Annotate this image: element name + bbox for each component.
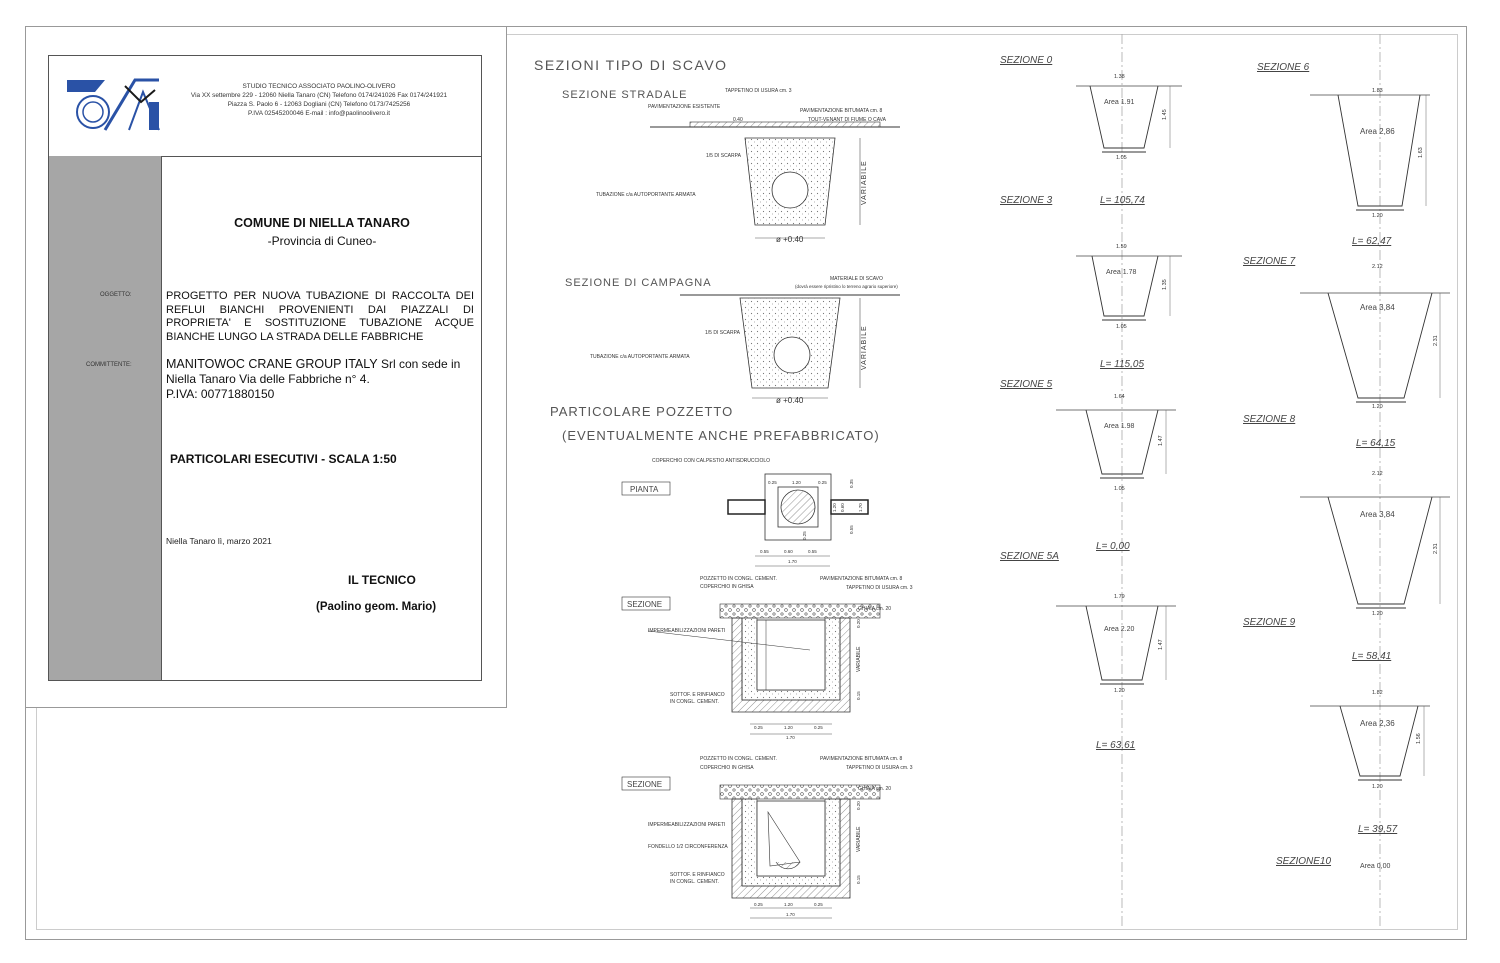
sez-right-8-height: 2.31 — [1433, 543, 1439, 554]
sez-mid-5-top: 1.64 — [1114, 394, 1125, 400]
sez2-tappetino: TAPPETINO DI USURA cm. 3 — [846, 765, 913, 771]
sez2-sottof-1: SOTTOF. E RINFIANCO — [670, 872, 725, 878]
sez-right-6-area: Area 2,86 — [1360, 127, 1395, 136]
signature-name: (Paolino geom. Mario) — [316, 601, 437, 613]
committente-name: MANITOWOC CRANE GROUP ITALY — [166, 357, 378, 371]
sez-right-6-length: L= 62,47 — [1352, 236, 1392, 247]
stradale-tubazione: TUBAZIONE c/a AUTOPORTANTE ARMATA — [596, 192, 696, 198]
sez-right-6-top: 1.83 — [1372, 88, 1383, 94]
sez-right-7-top: 2.12 — [1372, 264, 1383, 270]
sezione2-label: SEZIONE — [627, 780, 663, 789]
sez1-v020: 0.20 — [856, 619, 861, 628]
sez-right-8-length: L= 58,41 — [1352, 651, 1392, 662]
pianta-coperchio: COPERCHIO CON CALPESTIO ANTISDRUCCIOLO — [652, 458, 771, 464]
stradale-scarpa: 1/5 DI SCARPA — [706, 153, 741, 159]
sez-mid-5-height: 1.47 — [1158, 435, 1164, 446]
sez1-tappetino: TAPPETINO DI USURA cm. 3 — [846, 585, 913, 591]
sez1-pozzetto-cement: POZZETTO IN CONGL. CEMENT. — [700, 576, 777, 582]
sez-mid-5-bottom: 1.05 — [1114, 486, 1125, 492]
stradale-tout-venant: TOUT-VENANT DI FIUME O CAVA — [808, 117, 886, 123]
sez2-dim-3: 0.25 — [814, 902, 823, 907]
sez2-fondello: FONDELLO 1/2 CIRCONFERENZA — [648, 844, 728, 850]
pianta-label: PIANTA — [630, 485, 659, 494]
sez-right-7-height: 2.31 — [1433, 335, 1439, 346]
sez-mid-0-top: 1.38 — [1114, 74, 1125, 80]
stradale-pav-esistente: PAVIMENTAZIONE ESISTENTE — [648, 104, 721, 110]
sez-mid-5a-length: L= 63,61 — [1096, 740, 1136, 751]
sez2-sottof-2: IN CONGL. CEMENT. — [670, 879, 719, 885]
sez-mid-0-height: 1.45 — [1162, 109, 1168, 120]
sez-mid-3-length: L= 115,05 — [1100, 359, 1145, 370]
campagna-scarpa: 1/5 DI SCARPA — [705, 330, 740, 336]
sez-right-9-height: 1.56 — [1416, 733, 1422, 744]
sez-right-8-area: Area 3,84 — [1360, 510, 1395, 519]
pianta-dim-top-3: 0.25 — [818, 480, 827, 485]
sez-right-7-bottom: 1.20 — [1372, 404, 1383, 410]
sez-mid-0-area: Area 1.91 — [1104, 99, 1135, 106]
sez-right-7-length: L= 64,15 — [1356, 438, 1396, 449]
sez-mid-0-length: L= 105,74 — [1100, 195, 1145, 206]
pianta-dim-total: 1.70 — [788, 559, 797, 564]
sez-right-6-shape — [1310, 95, 1430, 210]
studio-name: STUDIO TECNICO ASSOCIATO PAOLINO-OLIVERO — [242, 83, 396, 90]
tecnico-label: IL TECNICO — [348, 573, 416, 587]
sez-right-6-label: SEZIONE 6 — [1257, 62, 1310, 73]
studio-contacts: P.IVA 02545200046 E-mail : info@paolinoolivero.it — [248, 110, 390, 117]
oggetto-text: PROGETTO PER NUOVA TUBAZIONE DI RACCOLTA DEI REFLUI BIANCHI PROVENIENTI DAI PIAZZALI DI PROPRIETA' E SOSTITUZIONE TUBAZIONE ACQUE BIANCHE LUNGO LA STRADA DELLE FABBRICHE — [166, 290, 474, 343]
comune-title: COMUNE DI NIELLA TANARO — [234, 216, 410, 230]
stradale-diametro: ø +0.40 — [776, 235, 804, 244]
pianta-vert-1: 0.35 — [849, 479, 854, 488]
sez-mid-5a-height: 1.47 — [1158, 639, 1164, 650]
campagna-materiale: MATERIALE DI SCAVO — [830, 276, 883, 282]
sez-mid-5a-label: SEZIONE 5A — [1000, 551, 1059, 562]
sez-mid-3-label: SEZIONE 3 — [1000, 195, 1053, 206]
sez1-impermeab: IMPERMEABILIZZAZIONI PARETI — [648, 628, 726, 634]
sez-right-10-area: Area 0,00 — [1360, 863, 1391, 870]
sez-right-6-height: 1.63 — [1418, 147, 1424, 158]
sez2-pav-bitumata: PAVIMENTAZIONE BITUMATA cm. 8 — [820, 756, 903, 762]
sez1-total: 1.70 — [786, 735, 795, 740]
sez-mid-0-bottom: 1.05 — [1116, 155, 1127, 161]
sez-right-9-bottom: 1.20 — [1372, 784, 1383, 790]
studio-address-2: Piazza S. Paolo 6 - 12063 Dogliani (CN) Telefono 0173/7425256 — [227, 101, 411, 108]
campagna-tubazione: TUBAZIONE c/a AUTOPORTANTE ARMATA — [590, 354, 690, 360]
pianta-dim-top-1: 0.25 — [768, 480, 777, 485]
particolari-title: PARTICOLARI ESECUTIVI - SCALA 1:50 — [170, 452, 397, 466]
provincia-subtitle: -Provincia di Cuneo- — [267, 234, 377, 248]
studio-address-1: Via XX settembre 229 - 12060 Niella Tanaro (CN) Telefono 0174/241026 Fax 0174/241921 — [190, 92, 448, 99]
pianta-plan — [728, 474, 868, 566]
date-text: Niella Tanaro lì, marzo 2021 — [166, 536, 272, 546]
pozzetto-subtitle: (EVENTUALMENTE ANCHE PREFABBRICATO) — [562, 428, 880, 443]
sez2-v020: 0.20 — [856, 801, 861, 810]
committente-address: Srl con sede in Niella Tanaro Via delle Fabbriche n° 4. — [166, 357, 461, 386]
campagna-diametro: ø +0.40 — [776, 396, 804, 405]
pianta-inner-1: 1.20 — [832, 503, 837, 512]
sez1-ghiaia: GHIAIA cm. 20 — [858, 606, 892, 612]
pianta-dim-bottom-1: 0.55 — [760, 549, 769, 554]
sez2-variabile: VARIABILE — [856, 826, 862, 852]
stradale-title: SEZIONE STRADALE — [562, 89, 688, 101]
stradale-tappetino: TAPPETINO DI USURA cm. 3 — [725, 88, 792, 94]
sez-mid-0-label: SEZIONE 0 — [1000, 55, 1053, 66]
sez2-dim-2: 1.20 — [784, 902, 793, 907]
sez-right-10-label: SEZIONE10 — [1276, 856, 1332, 867]
stradale-pav-bitumata: PAVIMENTAZIONE BITUMATA cm. 8 — [800, 108, 883, 114]
sez1-v015: 0.15 — [856, 691, 861, 700]
oggetto-label: OGGETTO: — [100, 292, 132, 298]
sez-right-6-bottom: 1.20 — [1372, 213, 1383, 219]
sez2-coperchio-ghisa: COPERCHIO IN GHISA — [700, 765, 754, 771]
sez1-pav-bitumata: PAVIMENTAZIONE BITUMATA cm. 8 — [820, 576, 903, 582]
campagna-variabile: VARIABILE — [861, 325, 868, 370]
sez-right-8-top: 2.12 — [1372, 471, 1383, 477]
pianta-dim-bottom-2: 0.60 — [784, 549, 793, 554]
pianta-inner-2: 0.60 — [840, 503, 845, 512]
main-title: SEZIONI TIPO DI SCAVO — [534, 57, 728, 73]
sez-right-9-shape — [1310, 706, 1430, 780]
sez-right-8-bottom: 1.20 — [1372, 611, 1383, 617]
pozzetto-section-1 — [648, 604, 880, 734]
sez-mid-3-area: Area 1.78 — [1106, 269, 1137, 276]
sez2-dim-1: 0.25 — [754, 902, 763, 907]
sez-mid-5-label: SEZIONE 5 — [1000, 379, 1053, 390]
sez1-coperchio-ghisa: COPERCHIO IN GHISA — [700, 584, 754, 590]
sez-right-7-area: Area 3,84 — [1360, 303, 1395, 312]
sez-right-9-label: SEZIONE 9 — [1243, 617, 1296, 628]
sez2-ghiaia: GHIAIA cm. 20 — [858, 786, 892, 792]
pianta-inner-3: 0.25 — [802, 531, 807, 540]
sez2-total: 1.70 — [786, 912, 795, 917]
pozzetto-title: PARTICOLARE POZZETTO — [550, 404, 734, 419]
sez-right-8-label: SEZIONE 8 — [1243, 414, 1296, 425]
sez-mid-5a-area: Area 2.20 — [1104, 626, 1135, 633]
sez-right-9-top: 1.82 — [1372, 690, 1383, 696]
sez1-dim-1: 0.25 — [754, 725, 763, 730]
sez-right-7-label: SEZIONE 7 — [1243, 256, 1296, 267]
sez2-v015: 0.15 — [856, 875, 861, 884]
sezione1-label: SEZIONE — [627, 600, 663, 609]
stradale-variabile: VARIABILE — [861, 160, 868, 205]
sez1-sottof-2: IN CONGL. CEMENT. — [670, 699, 719, 705]
sez2-pozzetto-cement: POZZETTO IN CONGL. CEMENT. — [700, 756, 777, 762]
sez-right-9-length: L= 39,57 — [1358, 824, 1398, 835]
sez2-impermeab: IMPERMEABILIZZAZIONI PARETI — [648, 822, 726, 828]
sez1-sottof-1: SOTTOF. E RINFIANCO — [670, 692, 725, 698]
pianta-vert-2: 1.70 — [858, 503, 863, 512]
sez-mid-5a-bottom: 1.20 — [1114, 688, 1125, 694]
stradale-dim-040: 0.40 — [733, 117, 743, 123]
sez1-dim-2: 1.20 — [784, 725, 793, 730]
sez1-variabile: VARIABILE — [856, 646, 862, 672]
sez-right-9-area: Area 2,36 — [1360, 719, 1395, 728]
pianta-dim-top-2: 1.20 — [792, 480, 801, 485]
sez-mid-3-height: 1.35 — [1162, 279, 1168, 290]
committente-piva: P.IVA: 00771880150 — [166, 387, 275, 401]
campagna-materiale-note: (dovrà essere ripristino lo terreno agrario superiore) — [795, 284, 898, 289]
pianta-dim-bottom-3: 0.55 — [808, 549, 817, 554]
sez-mid-5a-top: 1.79 — [1114, 594, 1125, 600]
sez-mid-5-area: Area 1.98 — [1104, 423, 1135, 430]
sez-mid-5-length: L= 0,00 — [1096, 541, 1130, 552]
committente-label: COMMITTENTE: — [86, 362, 132, 368]
sez-mid-3-top: 1.59 — [1116, 244, 1127, 250]
campagna-title: SEZIONE DI CAMPAGNA — [565, 277, 712, 289]
pianta-vert-3: 0.55 — [849, 525, 854, 534]
sez1-dim-3: 0.25 — [814, 725, 823, 730]
sez-mid-3-bottom: 1.05 — [1116, 324, 1127, 330]
